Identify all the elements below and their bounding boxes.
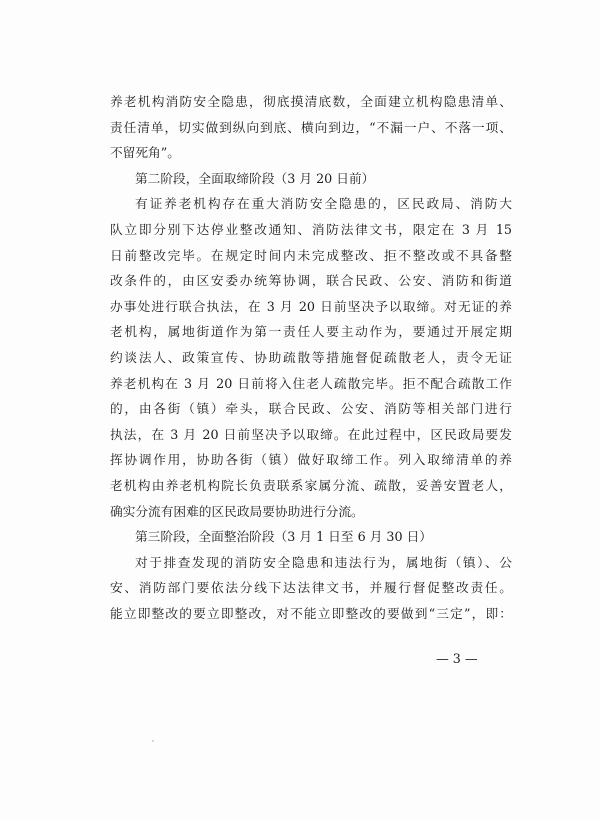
text-line: 队立即分别下达停业整改通知、消防法律文书，限定在 3 月 15 <box>110 221 512 237</box>
text-line: 日前整改完毕。在规定时间内未完成整改、拒不整改或不具备整 <box>110 247 512 263</box>
text-line: 安、消防部门要依法分线下达法律文书，并履行督促整改责任。 <box>110 580 512 596</box>
text-line: 能立即整改的要立即整改，对不能立即整改的要做到“三定”，即： <box>110 605 512 621</box>
text-line: 第三阶段，全面整治阶段（3 月 1 日至 6 月 30 日） <box>135 529 432 545</box>
text-line: 办事处进行联合执法，在 3 月 20 日前坚决予以取缔。对无证的养 <box>110 298 512 314</box>
text-line: 对于排查发现的消防安全隐患和违法行为，属地街（镇）、公 <box>135 554 512 570</box>
text-line: 改条件的，由区安委办统筹协调，联合民政、公安、消防和街道 <box>110 273 512 289</box>
page-number: — 3 — <box>436 651 478 666</box>
scan-speck <box>152 740 154 742</box>
text-line: 老机构，属地街道作为第一责任人要主动作为，要通过开展定期 <box>110 324 512 340</box>
document-body <box>110 89 512 626</box>
text-line: 挥协调作用，协助各街（镇）做好取缔工作。列入取缔清单的养 <box>110 452 512 468</box>
text-line: 约谈法人、政策宣传、协助疏散等措施督促疏散老人，责令无证 <box>110 349 512 365</box>
text-line: 老机构由养老机构院长负责联系家属分流、疏散，妥善安置老人， <box>110 477 512 493</box>
text-line: 有证养老机构存在重大消防安全隐患的，区民政局、消防大 <box>135 196 512 212</box>
text-line: 确实分流有困难的区民政局要协助进行分流。 <box>110 503 364 519</box>
text-line: 执法，在 3 月 20 日前坚决予以取缔。在此过程中，区民政局要发 <box>110 426 512 442</box>
text-line: 的，由各街（镇）牵头，联合民政、公安、消防等相关部门进行 <box>110 401 512 417</box>
text-line: 责任清单，切实做到纵向到底、横向到边，“不漏一户、不落一项、 <box>110 119 512 135</box>
text-line: 不留死角”。 <box>110 145 180 161</box>
text-line: 第二阶段，全面取缔阶段（3 月 20 日前） <box>135 170 375 186</box>
text-line: 养老机构消防安全隐患，彻底摸清底数，全面建立机构隐患清单、 <box>110 94 512 109</box>
text-line: 养老机构在 3 月 20 日前将入住老人疏散完毕。拒不配合疏散工作 <box>110 375 512 391</box>
